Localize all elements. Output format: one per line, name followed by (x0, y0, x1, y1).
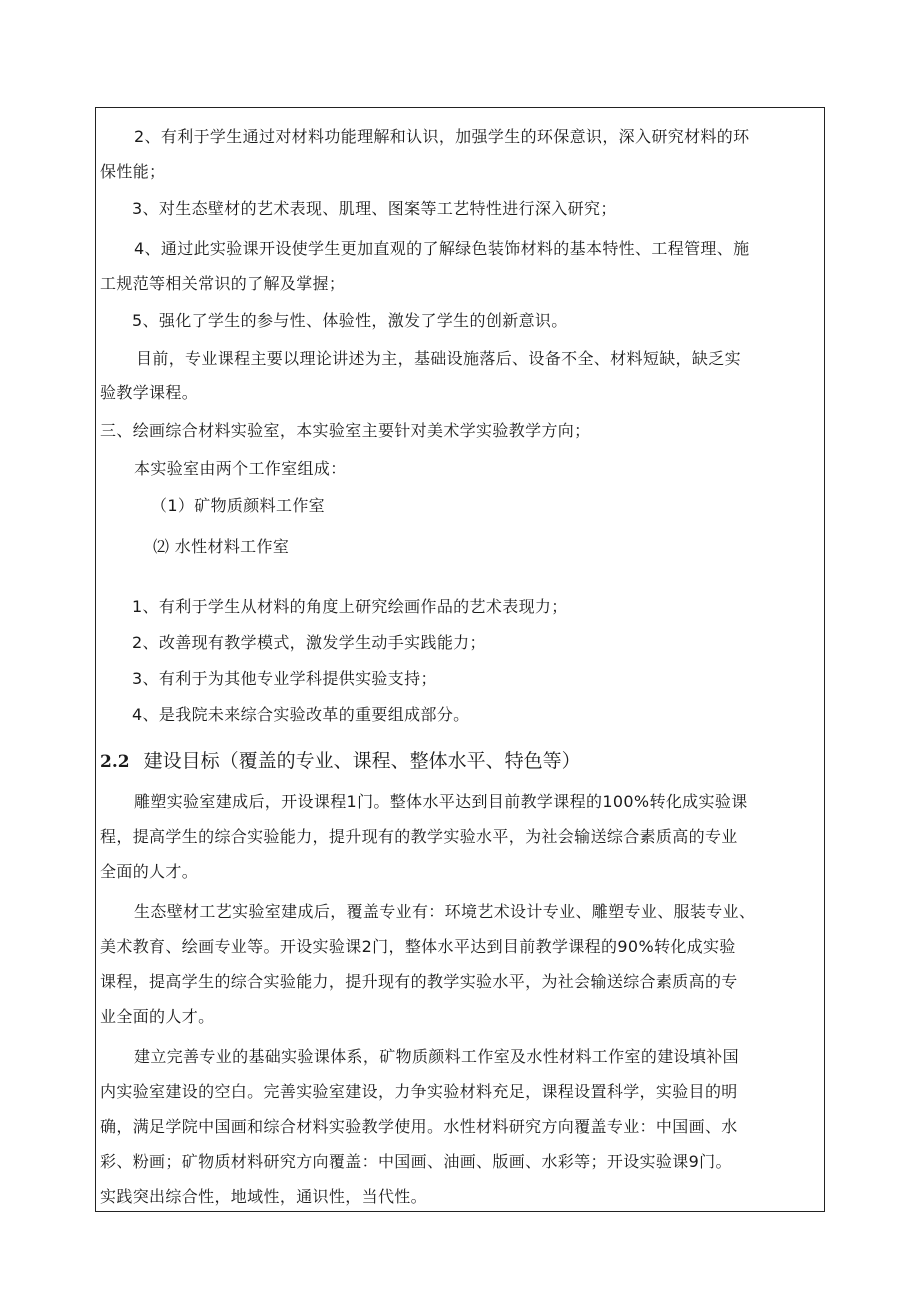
paragraph-line: 业全面的人才。 (100, 1007, 215, 1026)
paragraph-line: 雕塑实验室建成后，开设课程1门。整体水平达到目前教学课程的100%转化成实验课 (134, 792, 748, 811)
paragraph-line: 美术教育、绘画专业等。开设实验课2门，整体水平达到目前教学课程的90%转化成实验 (100, 937, 736, 956)
document-table-cell (95, 107, 825, 1212)
paragraph-line: 课程，提高学生的综合实验能力，提升现有的教学实验水平，为社会输送综合素质高的专 (100, 972, 738, 991)
paragraph-line: 全面的人才。 (100, 862, 199, 881)
paragraph-line: 工规范等相关常识的了解及掌握； (100, 274, 346, 293)
section-title: 建设目标（覆盖的专业、课程、整体水平、特色等） (143, 750, 581, 772)
list-item: 2、改善现有教学模式，激发学生动手实践能力； (132, 633, 486, 652)
paragraph-line: 5、强化了学生的参与性、体验性，激发了学生的创新意识。 (132, 311, 568, 330)
paragraph-line: 彩、粉画；矿物质材料研究方向覆盖：中国画、油画、版画、水彩等；开设实验课9门。 (100, 1152, 732, 1171)
paragraph-line: 内实验室建设的空白。完善实验室建设，力争实验材料充足，课程设置科学，实验目的明 (100, 1082, 738, 1101)
paragraph-line: 4、通过此实验课开设使学生更加直观的了解绿色装饰材料的基本特性、工程管理、施 (134, 239, 750, 258)
paragraph-line: 本实验室由两个工作室组成： (134, 459, 347, 478)
list-item: ⑵ 水性材料工作室 (153, 537, 290, 556)
paragraph-line: 程，提高学生的综合实验能力，提升现有的教学实验水平，为社会输送综合素质高的专业 (100, 827, 738, 846)
paragraph-line: 2、有利于学生通过对材料功能理解和认识，加强学生的环保意识，深入研究材料的环 (134, 127, 750, 146)
paragraph-line: 3、对生态壁材的艺术表现、肌理、图案等工艺特性进行深入研究； (132, 199, 617, 218)
section-line: 三、绘画综合材料实验室，本实验室主要针对美术学实验教学方向； (100, 421, 591, 440)
paragraph-line: 实践突出综合性，地域性，通识性，当代性。 (100, 1187, 428, 1206)
list-item: （1）矿物质颜料工作室 (151, 496, 326, 515)
paragraph-line: 验教学课程。 (100, 383, 199, 402)
list-item: 1、有利于学生从材料的角度上研究绘画作品的艺术表现力； (132, 597, 568, 616)
paragraph-line: 确，满足学院中国画和综合材料实验教学使用。水性材料研究方向覆盖专业：中国画、水 (100, 1117, 738, 1136)
paragraph-line: 保性能； (100, 162, 166, 181)
section-heading (100, 748, 581, 775)
list-item: 3、有利于为其他专业学科提供实验支持； (132, 669, 437, 688)
list-item: 4、是我院未来综合实验改革的重要组成部分。 (132, 705, 470, 724)
paragraph-line: 生态壁材工艺实验室建成后，覆盖专业有：环境艺术设计专业、雕塑专业、服装专业、 (134, 902, 756, 921)
section-number: 2.2 (100, 752, 130, 772)
paragraph-line: 建立完善专业的基础实验课体系，矿物质颜料工作室及水性材料工作室的建设填补国 (134, 1047, 739, 1066)
paragraph-line: 目前，专业课程主要以理论讲述为主，基础设施落后、设备不全、材料短缺，缺乏实 (136, 349, 741, 368)
